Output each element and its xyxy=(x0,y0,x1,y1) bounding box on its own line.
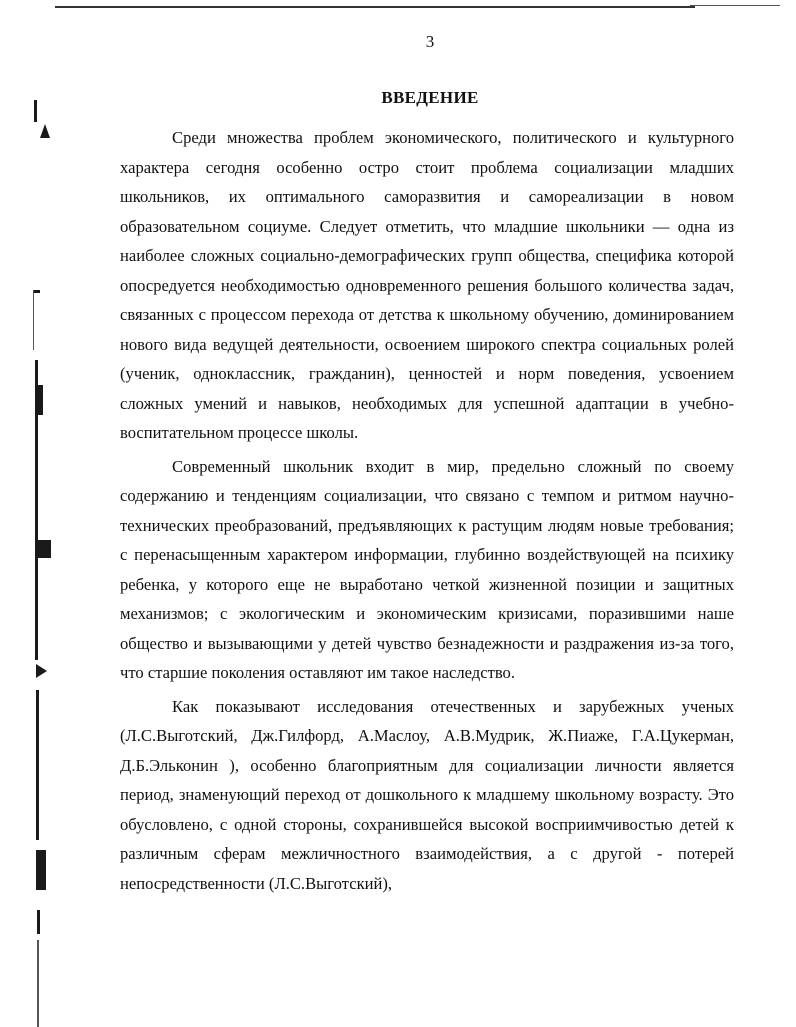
scan-edge-line xyxy=(55,6,695,8)
scan-margin-mark xyxy=(36,664,47,678)
scan-edge-line xyxy=(690,5,780,6)
scan-margin-mark xyxy=(37,940,39,1027)
scan-margin-mark xyxy=(35,360,38,510)
paragraph: Современный школьник входит в мир, предельно сложный по своему содержанию и тенденциям социализации, что связано с темпом и ритмом научно-технических преобразований, предъявляющих к растущим людям новые требования; с перенасыщенным характером информации, глубинно воздействующей на психику ребенка, у которого еще не выработано четкой жизненной позиции и защитных механизмов; с экологическим и экономическим кризисами, поразившими наше общество и вызывающими у детей чувство безнадежности и раздражения из-за того, что старшие поколения оставляют им такое наследство. xyxy=(120,456,734,682)
page-number: 3 xyxy=(425,32,435,51)
scan-margin-mark xyxy=(40,124,50,138)
scan-margin-mark xyxy=(36,690,39,840)
scan-margin-mark xyxy=(33,290,34,350)
scan-margin-mark xyxy=(37,385,43,415)
paragraph: Как показывают исследования отечественных и зарубежных ученых (Л.С.Выготский, Дж.Гилфорд, А.Маслоу, А.В.Мудрик, Ж.Пиаже, Г.А.Цукерман, Д.Б.Эльконин ), особенно благоприятным для социализации личности является период, знаменующий переход от дошкольного к младшему школьному возрасту. Это обусловлено, с одной стороны, сохранившейся высокой восприимчивостью детей к различным сферам межличностного взаимодействия, а с другой - потерей непосредственности (Л.С.Выготский), xyxy=(120,696,734,893)
page-title: ВВЕДЕНИЕ xyxy=(381,88,479,107)
scan-margin-mark xyxy=(34,290,40,293)
scan-margin-mark xyxy=(37,910,40,934)
scan-margin-mark xyxy=(36,850,46,890)
body-text xyxy=(120,123,734,898)
scan-margin-mark xyxy=(35,510,38,660)
scan-margin-mark xyxy=(37,540,51,558)
paragraph: Среди множества проблем экономического, политического и культурного характера сегодня особенно остро стоит проблема социализации младших школьников, их оптимального саморазвития и самореализации в новом образовательном социуме. Следует отметить, что младшие школьники — одна из наиболее сложных социально-демографических групп общества, специфика которой опосредуется необходимостью одновременного решения большого количества задач, связанных с процессом перехода от детства к школьному обучению, доминированием нового вида ведущей деятельности, освоением широкого спектра социальных ролей (ученик, одноклассник, гражданин), ценностей и норм поведения, усвоением сложных умений и навыков, необходимых для успешной адаптации в учебно-воспитательном процессе школы. xyxy=(120,128,734,442)
